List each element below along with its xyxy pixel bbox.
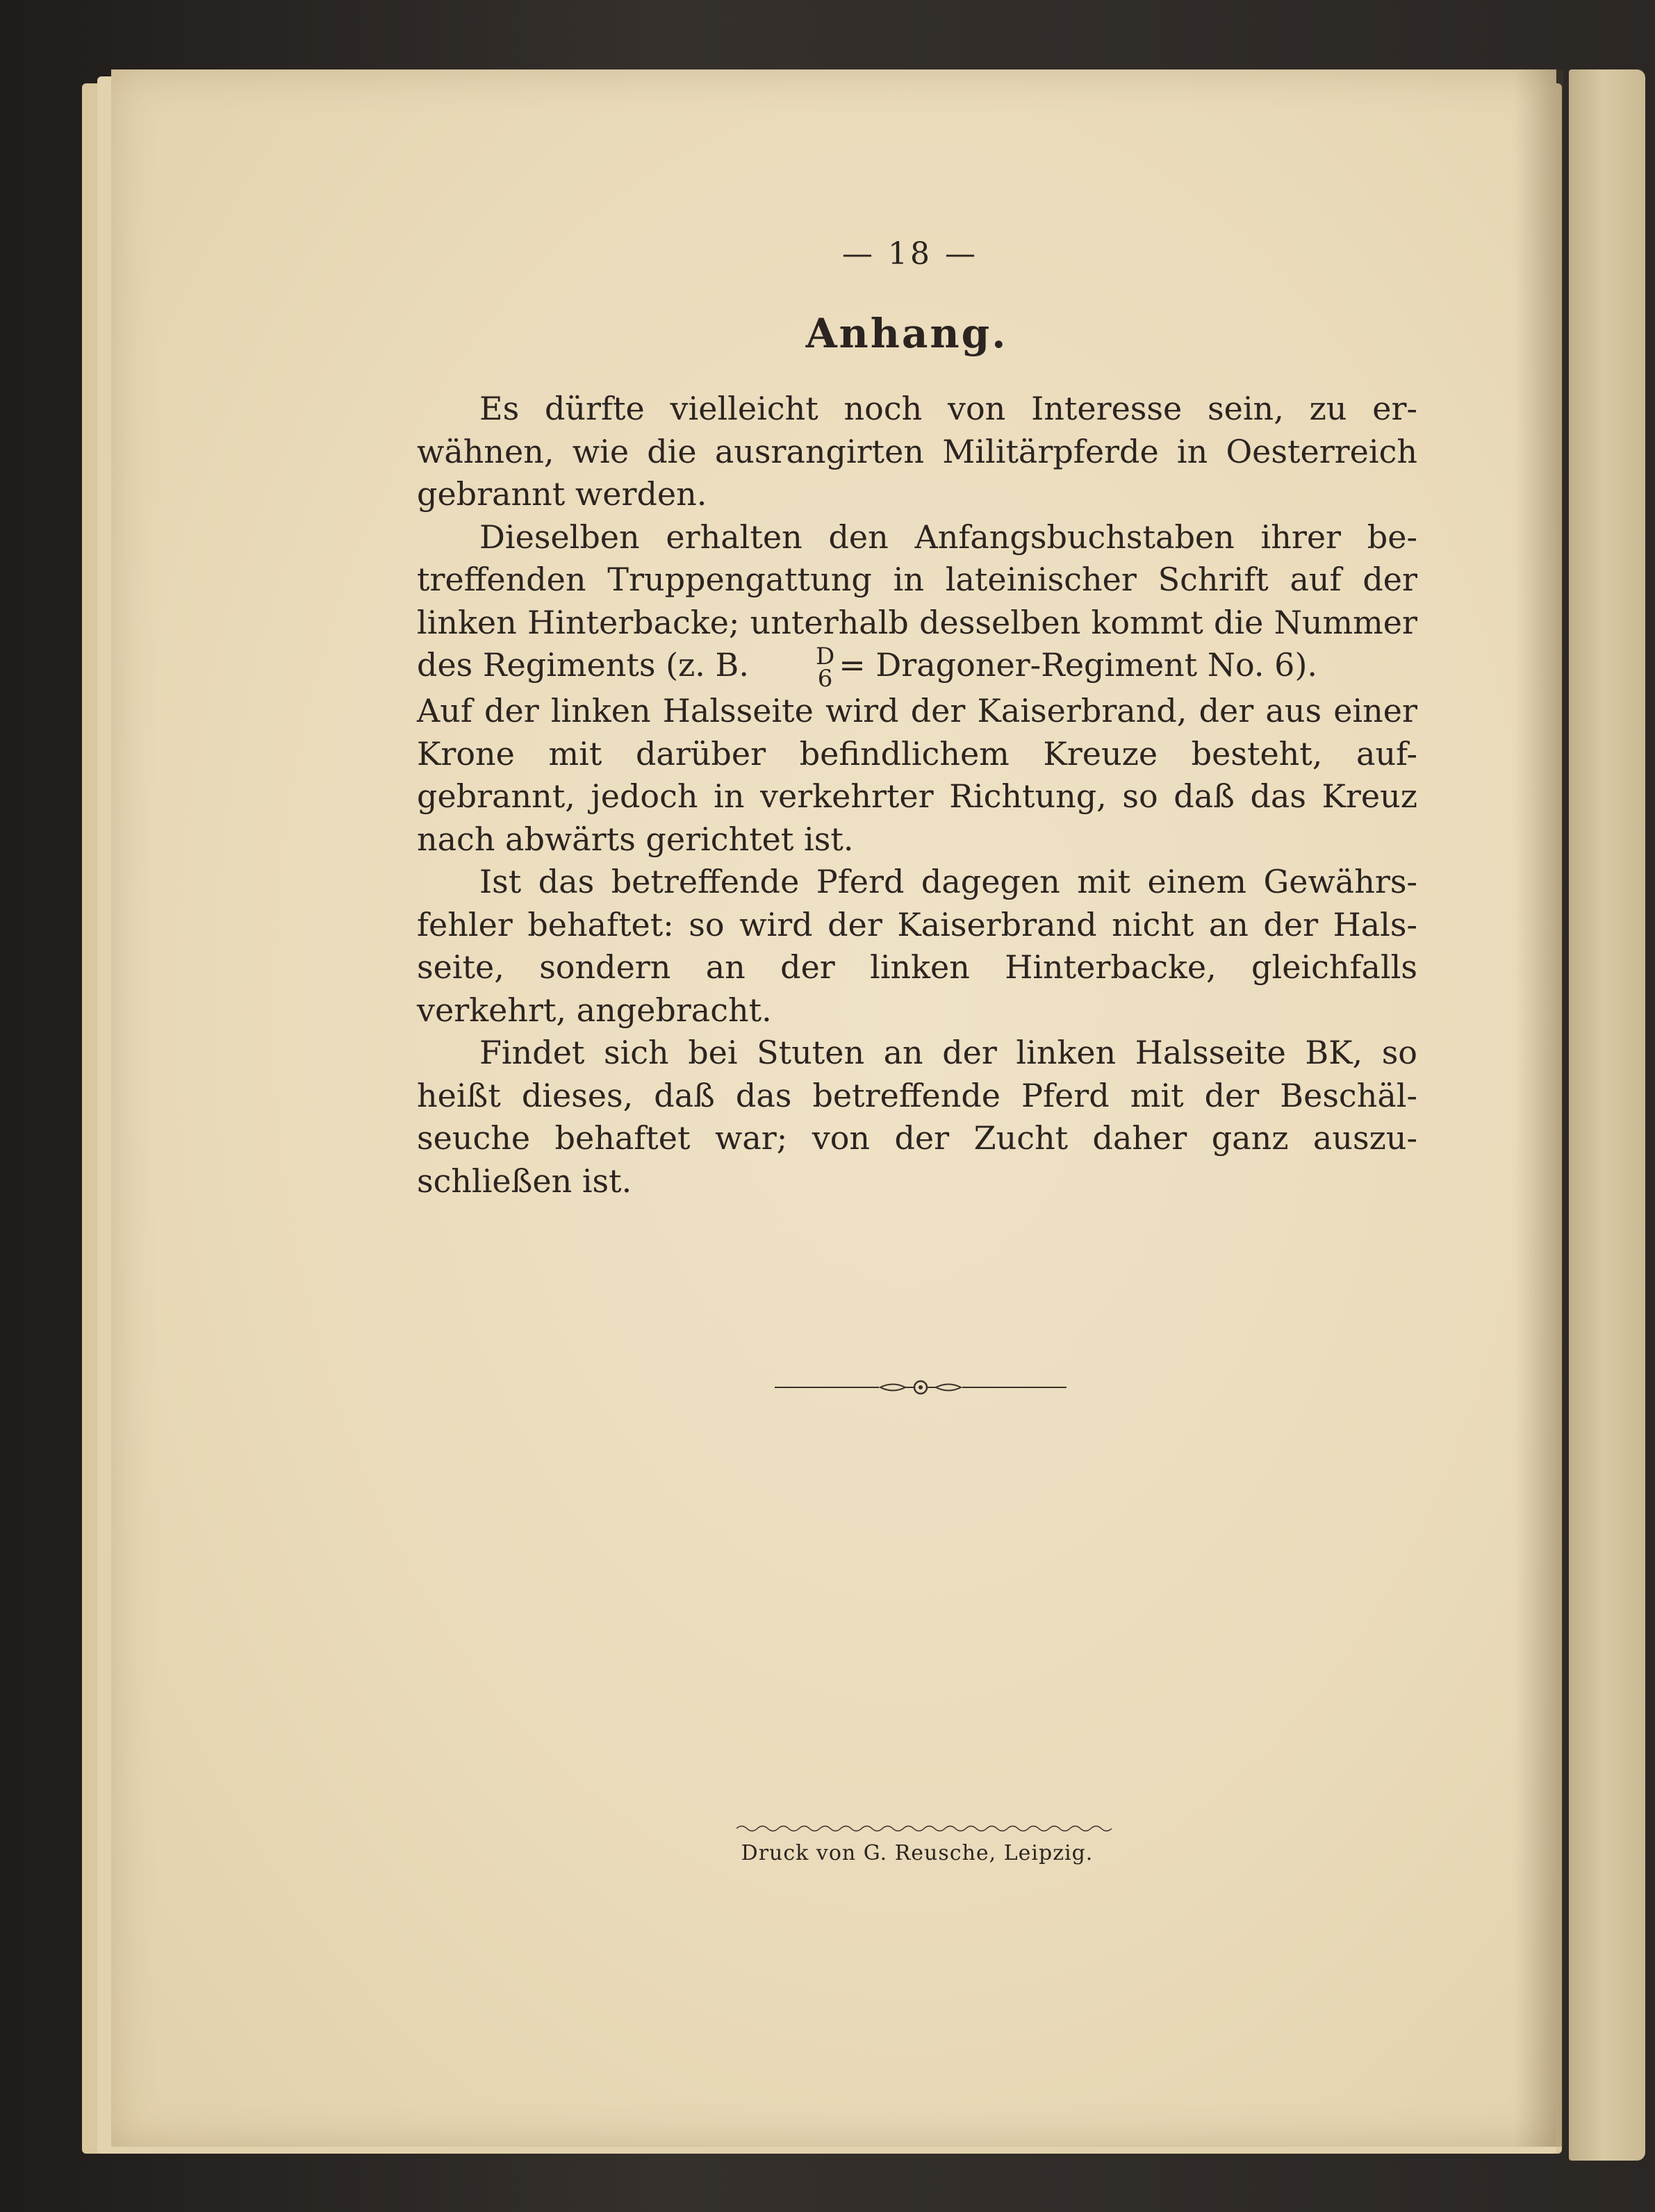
paragraph-1: Es dürfte vielleicht noch von Interesse sein, zu er-wähnen, wie die ausrangirten Militärpferde in Oesterreich gebrannt werden. bbox=[417, 390, 1417, 513]
paragraph-3: Auf der linken Halsseite wird der Kaiserbrand, der aus einer Krone mit darüber befindlichem Kreuze besteht, auf-gebrannt, jedoch in verkehrter Richtung, so daß das Kreuz nach abwärts gerichtet ist. bbox=[417, 692, 1417, 858]
printer-imprint: Druck von G. Reusche, Leipzig. bbox=[741, 1841, 1094, 1865]
paragraph-2 bbox=[417, 516, 1417, 691]
fraction-numerator: D bbox=[815, 643, 835, 670]
divider-left-line bbox=[775, 1387, 879, 1388]
page-number: — 18 — bbox=[842, 236, 978, 272]
paragraph-5: Findet sich bei Stuten an der linken Halsseite BK, so heißt dieses, daß das betreffende Pferd mit der Beschäl-seuche behaftet war; von der Zucht daher ganz auszu-schließen ist. bbox=[417, 1034, 1417, 1200]
divider-right-line bbox=[962, 1387, 1067, 1388]
ornamental-divider bbox=[775, 1377, 1067, 1398]
facing-page-edge bbox=[1569, 69, 1645, 2161]
paragraph-2-suffix: = Dragoner-Regiment No. 6). bbox=[839, 646, 1318, 684]
gutter-shadow bbox=[1515, 69, 1563, 2147]
paragraph-2-text: Dieselben erhalten den Anfangsbuchstaben ihrer be-treffenden Truppengattung in lateinischer Schrift auf der linken Hinterbacke; unterhalb desselben kommt die Nummer des Regiments (z. B. bbox=[417, 518, 1417, 684]
paragraph-4: Ist das betreffende Pferd dagegen mit einem Gewährs-fehler behaftet: so wird der Kaiserbrand nicht an der Hals-seite, sondern an der linken Hinterbacke, gleichfalls verkehrt, angebracht. bbox=[417, 863, 1417, 1029]
ornament-icon bbox=[879, 1377, 962, 1398]
wavy-rule-icon bbox=[736, 1824, 1112, 1833]
brand-fraction bbox=[753, 643, 835, 693]
page-text-block bbox=[417, 236, 1417, 1203]
fraction-denominator: 6 bbox=[817, 665, 833, 693]
section-heading: Anhang. bbox=[805, 310, 1008, 357]
